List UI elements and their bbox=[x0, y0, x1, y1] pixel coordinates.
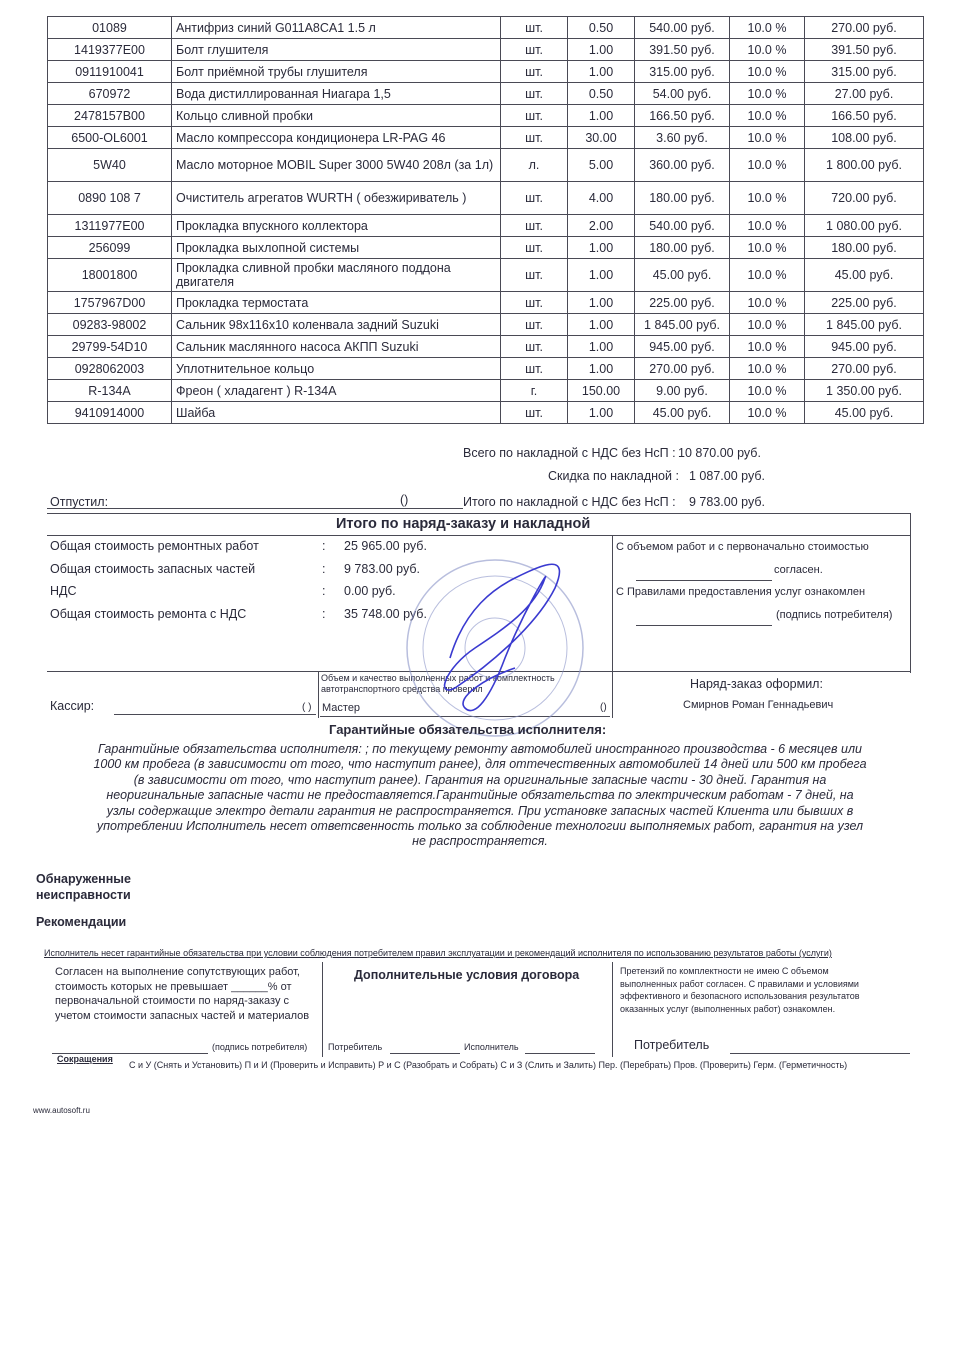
cell-name: Кольцо сливной пробки bbox=[172, 105, 501, 127]
invoice-discount-label: Скидка по накладной : bbox=[548, 469, 679, 483]
table-row bbox=[48, 292, 924, 314]
table-row bbox=[48, 402, 924, 424]
table-row bbox=[48, 149, 924, 182]
cell-price: 180.00 руб. bbox=[635, 182, 730, 215]
parts-table-body bbox=[48, 17, 924, 424]
cell-qty: 1.00 bbox=[568, 39, 635, 61]
cell-unit: шт. bbox=[501, 61, 568, 83]
consent-text bbox=[55, 965, 317, 1023]
summary-line-label: Общая стоимость ремонта с НДС bbox=[50, 607, 247, 621]
cell-unit: шт. bbox=[501, 127, 568, 149]
cell-unit: шт. bbox=[501, 215, 568, 237]
cell-sum: 45.00 руб. bbox=[805, 259, 924, 292]
cell-code: 9410914000 bbox=[48, 402, 172, 424]
agreement-consumer-label: Потребитель bbox=[328, 1042, 383, 1052]
additional-conditions-title: Дополнительные условия договора bbox=[354, 968, 580, 982]
cell-price: 540.00 руб. bbox=[635, 215, 730, 237]
cell-sum: 108.00 руб. bbox=[805, 127, 924, 149]
cell-code: 0890 108 7 bbox=[48, 182, 172, 215]
cell-name: Прокладка выхлопной системы bbox=[172, 237, 501, 259]
agreement-executor-label: Исполнитель bbox=[464, 1042, 519, 1052]
master-paren: () bbox=[600, 702, 607, 713]
cell-name: Фреон ( хладагент ) R-134A bbox=[172, 380, 501, 402]
agreement-divider-right bbox=[612, 962, 613, 1057]
cell-sum: 27.00 руб. bbox=[805, 83, 924, 105]
claims-line: оказанных услуг (выполненных работ) ознакомлен. bbox=[620, 1003, 836, 1014]
cashier-label: Кассир: bbox=[50, 699, 95, 713]
summary-title-border bbox=[47, 535, 910, 536]
summary-line-colon: : bbox=[322, 539, 326, 553]
summary-line-label: НДС bbox=[50, 584, 77, 598]
released-signature-line bbox=[47, 508, 463, 509]
abbreviations-text: С и У (Снять и Установить) П и И (Проверить и Исправить) Р и С (Разобрать и Собрать) С и З (Слить и Залить) Пер. (Перебрать) Пров. (Проверить) Герм. (Герметичность) bbox=[129, 1060, 848, 1070]
summary-divider bbox=[612, 535, 613, 718]
cell-code: 670972 bbox=[48, 83, 172, 105]
cell-discount: 10.0 % bbox=[730, 182, 805, 215]
cell-name: Шайба bbox=[172, 402, 501, 424]
cell-name: Очиститель агрегатов WURTH ( обезжириватель ) bbox=[172, 182, 501, 215]
cell-price: 180.00 руб. bbox=[635, 237, 730, 259]
invoice-final-label: Итого по накладной с НДС без НсП : bbox=[463, 495, 676, 509]
cell-discount: 10.0 % bbox=[730, 61, 805, 83]
cell-code: 29799-54D10 bbox=[48, 336, 172, 358]
cell-unit: шт. bbox=[501, 292, 568, 314]
cell-qty: 0.50 bbox=[568, 83, 635, 105]
quality-check-text: Объем и качество выполненных работ и комплектность автотранспортного средства проверил bbox=[321, 673, 555, 694]
cell-price: 270.00 руб. bbox=[635, 358, 730, 380]
cell-discount: 10.0 % bbox=[730, 83, 805, 105]
issued-by-name: Смирнов Роман Геннадьевич bbox=[683, 699, 834, 711]
warranty-line: (в зависимости от того, что наступит ранее). Гарантия на оригинальные запасные части - 30 дней. Гарантия на bbox=[133, 772, 827, 787]
summary-line-colon: : bbox=[322, 584, 326, 598]
rules-signature-line bbox=[636, 625, 772, 626]
warranty-text bbox=[60, 742, 900, 850]
table-row bbox=[48, 105, 924, 127]
cell-price: 166.50 руб. bbox=[635, 105, 730, 127]
stamp-inner-circle bbox=[423, 576, 567, 720]
cell-qty: 1.00 bbox=[568, 259, 635, 292]
claims-line: выполненных работ согласен. С правилами и условиями bbox=[620, 978, 859, 989]
cell-price: 225.00 руб. bbox=[635, 292, 730, 314]
cell-discount: 10.0 % bbox=[730, 402, 805, 424]
cell-discount: 10.0 % bbox=[730, 215, 805, 237]
cashier-signature-line bbox=[114, 714, 316, 715]
consent-line: стоимость которых не превышает ______% от bbox=[55, 980, 292, 993]
cell-unit: шт. bbox=[501, 336, 568, 358]
cell-sum: 180.00 руб. bbox=[805, 237, 924, 259]
cell-code: 1757967D00 bbox=[48, 292, 172, 314]
cell-name: Прокладка сливной пробки масляного поддона двигателя bbox=[172, 259, 501, 292]
cell-unit: шт. bbox=[501, 17, 568, 39]
cell-qty: 1.00 bbox=[568, 358, 635, 380]
cashier-paren: ( ) bbox=[302, 702, 312, 713]
cell-discount: 10.0 % bbox=[730, 17, 805, 39]
cell-name: Уплотнительное кольцо bbox=[172, 358, 501, 380]
footer-website: www.autosoft.ru bbox=[33, 1106, 90, 1115]
cell-qty: 4.00 bbox=[568, 182, 635, 215]
cell-qty: 1.00 bbox=[568, 314, 635, 336]
cell-sum: 270.00 руб. bbox=[805, 358, 924, 380]
handwritten-signature bbox=[445, 564, 560, 710]
cell-price: 540.00 руб. bbox=[635, 17, 730, 39]
cell-discount: 10.0 % bbox=[730, 105, 805, 127]
warranty-title: Гарантийные обязательства исполнителя: bbox=[329, 722, 607, 737]
cell-name: Сальник 98х116х10 коленвала задний Suzuki bbox=[172, 314, 501, 336]
cell-qty: 0.50 bbox=[568, 17, 635, 39]
cell-discount: 10.0 % bbox=[730, 127, 805, 149]
recommendations-label: Рекомендации bbox=[36, 915, 127, 929]
cell-sum: 720.00 руб. bbox=[805, 182, 924, 215]
cell-unit: шт. bbox=[501, 182, 568, 215]
rules-text: С Правилами предоставления услуг ознакомлен bbox=[616, 586, 866, 598]
cell-qty: 1.00 bbox=[568, 237, 635, 259]
table-row bbox=[48, 83, 924, 105]
cell-qty: 5.00 bbox=[568, 149, 635, 182]
stamp-outer-circle bbox=[407, 560, 583, 736]
cell-sum: 1 080.00 руб. bbox=[805, 215, 924, 237]
cell-price: 391.50 руб. bbox=[635, 39, 730, 61]
summary-line-label: Общая стоимость запасных частей bbox=[50, 562, 256, 576]
cell-discount: 10.0 % bbox=[730, 39, 805, 61]
cell-price: 45.00 руб. bbox=[635, 259, 730, 292]
cell-name: Болт приёмной трубы глушителя bbox=[172, 61, 501, 83]
cell-code: 0928062003 bbox=[48, 358, 172, 380]
cell-unit: шт. bbox=[501, 358, 568, 380]
cell-code: 18001800 bbox=[48, 259, 172, 292]
cell-sum: 225.00 руб. bbox=[805, 292, 924, 314]
cell-sum: 270.00 руб. bbox=[805, 17, 924, 39]
invoice-total-label: Всего по накладной с НДС без НсП : bbox=[463, 446, 676, 460]
warranty-line: неоригинальные запасные части не предоставляется.Гарантийные обязательства по электрическим работам - 7 дней, на bbox=[106, 788, 854, 803]
cell-price: 3.60 руб. bbox=[635, 127, 730, 149]
agreed-text: согласен. bbox=[774, 564, 823, 576]
warranty-line: узлы содержащие электро детали гарантия не распространяется. При установке запасных частей Клиента или бывших в bbox=[106, 803, 854, 818]
table-row bbox=[48, 336, 924, 358]
cell-code: 01089 bbox=[48, 17, 172, 39]
cell-unit: шт. bbox=[501, 237, 568, 259]
agreement-divider-left bbox=[322, 962, 323, 1057]
issued-by-label: Наряд-заказ оформил: bbox=[690, 677, 823, 691]
summary-line-colon: : bbox=[322, 562, 326, 576]
cell-discount: 10.0 % bbox=[730, 336, 805, 358]
cell-name: Масло компрессора кондиционера LR-PAG 46 bbox=[172, 127, 501, 149]
table-row bbox=[48, 61, 924, 83]
cell-unit: л. bbox=[501, 149, 568, 182]
table-row bbox=[48, 237, 924, 259]
cashier-divider bbox=[318, 671, 319, 718]
claims-text bbox=[620, 965, 909, 1015]
cell-name: Прокладка термостата bbox=[172, 292, 501, 314]
cell-name: Сальник маслянного насоса АКПП Suzuki bbox=[172, 336, 501, 358]
cell-name: Вода дистиллированная Ниагара 1,5 bbox=[172, 83, 501, 105]
summary-line-colon: : bbox=[322, 607, 326, 621]
cell-qty: 1.00 bbox=[568, 336, 635, 358]
cell-unit: шт. bbox=[501, 39, 568, 61]
summary-line-value: 25 965.00 руб. bbox=[344, 539, 427, 553]
summary-line-value: 9 783.00 руб. bbox=[344, 562, 420, 576]
table-row bbox=[48, 182, 924, 215]
cell-code: R-134A bbox=[48, 380, 172, 402]
summary-line-value: 0.00 руб. bbox=[344, 584, 396, 598]
claims-line: Претензий по комплектности не имею С объемом bbox=[620, 966, 829, 976]
cell-sum: 945.00 руб. bbox=[805, 336, 924, 358]
cell-code: 09283-98002 bbox=[48, 314, 172, 336]
cell-price: 360.00 руб. bbox=[635, 149, 730, 182]
table-row bbox=[48, 215, 924, 237]
table-row bbox=[48, 380, 924, 402]
agreement-consumer-line bbox=[390, 1053, 460, 1054]
cell-discount: 10.0 % bbox=[730, 292, 805, 314]
agreement-executor-line bbox=[525, 1053, 595, 1054]
cell-code: 256099 bbox=[48, 237, 172, 259]
consumer-signature-caption: (подпись потребителя) bbox=[776, 609, 893, 621]
table-row bbox=[48, 358, 924, 380]
cell-unit: шт. bbox=[501, 83, 568, 105]
table-row bbox=[48, 259, 924, 292]
cell-name: Болт глушителя bbox=[172, 39, 501, 61]
cell-sum: 391.50 руб. bbox=[805, 39, 924, 61]
warranty-conditions-notice: Исполнитель несет гарантийные обязательства при условии соблюдения потребителем правил эксплуатации и рекомендаций исполнителя по использованию результатов работы (услуги) bbox=[44, 948, 832, 958]
cell-qty: 1.00 bbox=[568, 105, 635, 127]
summary-title: Итого по наряд-заказу и накладной bbox=[336, 516, 591, 532]
cell-sum: 1 350.00 руб. bbox=[805, 380, 924, 402]
agree-text: С объемом работ и с первоначально стоимостью bbox=[616, 541, 869, 553]
cell-unit: шт. bbox=[501, 105, 568, 127]
cell-name: Прокладка впускного коллектора bbox=[172, 215, 501, 237]
agree-signature-line bbox=[636, 580, 772, 581]
consent-line: первоначальной стоимости по наряд-заказу с bbox=[55, 995, 290, 1007]
summary-line-label: Общая стоимость ремонтных работ bbox=[50, 539, 259, 553]
summary-right-border bbox=[910, 513, 911, 673]
cell-discount: 10.0 % bbox=[730, 358, 805, 380]
cell-sum: 45.00 руб. bbox=[805, 402, 924, 424]
table-row bbox=[48, 314, 924, 336]
cell-qty: 2.00 bbox=[568, 215, 635, 237]
final-consumer-label: Потребитель bbox=[634, 1038, 710, 1052]
warranty-line: Гарантийные обязательства исполнителя: ; по текущему ремонту автомобилей иностранного производства - 6 месяцев или bbox=[98, 742, 862, 756]
cell-name: Масло моторное MOBIL Super 3000 5W40 208л (за 1л) bbox=[172, 149, 501, 182]
cell-price: 54.00 руб. bbox=[635, 83, 730, 105]
cell-code: 0911910041 bbox=[48, 61, 172, 83]
faults-label-line2: неисправности bbox=[36, 888, 131, 902]
cell-unit: шт. bbox=[501, 259, 568, 292]
cell-price: 945.00 руб. bbox=[635, 336, 730, 358]
cell-price: 315.00 руб. bbox=[635, 61, 730, 83]
invoice-total-value: 10 870.00 руб. bbox=[678, 446, 761, 460]
consent-line: Согласен на выполнение сопутствующих работ, bbox=[55, 966, 300, 978]
cell-sum: 1 800.00 руб. bbox=[805, 149, 924, 182]
claims-line: эффективного и безопасного использования результатов bbox=[620, 991, 860, 1001]
cell-code: 1419377E00 bbox=[48, 39, 172, 61]
cell-price: 1 845.00 руб. bbox=[635, 314, 730, 336]
cell-qty: 1.00 bbox=[568, 61, 635, 83]
summary-line-value: 35 748.00 руб. bbox=[344, 607, 427, 621]
cell-unit: г. bbox=[501, 380, 568, 402]
cell-discount: 10.0 % bbox=[730, 237, 805, 259]
warranty-line: 1000 км пробега (в зависимости от того, что наступит ранее), для оттечественных автомобилей 14 дней или 500 км пробега bbox=[93, 757, 867, 772]
cell-qty: 1.00 bbox=[568, 292, 635, 314]
cell-sum: 1 845.00 руб. bbox=[805, 314, 924, 336]
cell-discount: 10.0 % bbox=[730, 314, 805, 336]
cell-unit: шт. bbox=[501, 314, 568, 336]
cell-price: 9.00 руб. bbox=[635, 380, 730, 402]
table-row bbox=[48, 39, 924, 61]
cell-qty: 150.00 bbox=[568, 380, 635, 402]
cell-price: 45.00 руб. bbox=[635, 402, 730, 424]
invoice-final-value: 9 783.00 руб. bbox=[689, 495, 765, 509]
warranty-line: не распространяется. bbox=[412, 834, 548, 849]
invoice-discount-value: 1 087.00 руб. bbox=[689, 469, 765, 483]
cell-code: 1311977E00 bbox=[48, 215, 172, 237]
table-row bbox=[48, 17, 924, 39]
summary-top-border bbox=[47, 513, 910, 514]
cell-unit: шт. bbox=[501, 402, 568, 424]
cell-code: 5W40 bbox=[48, 149, 172, 182]
parts-table bbox=[47, 16, 924, 424]
cell-sum: 315.00 руб. bbox=[805, 61, 924, 83]
cell-qty: 30.00 bbox=[568, 127, 635, 149]
consent-line: учетом стоимости запасных частей и материалов bbox=[55, 1009, 310, 1022]
warranty-line: употреблении Исполнитель несет ответсвенность только за соблюдение технологии выполняемых работ, гарантия на узел bbox=[96, 819, 864, 834]
table-row bbox=[48, 127, 924, 149]
released-label: Отпустил: bbox=[50, 495, 109, 509]
cell-code: 2478157B00 bbox=[48, 105, 172, 127]
consent-signature-caption: (подпись потребителя) bbox=[212, 1042, 308, 1052]
cell-discount: 10.0 % bbox=[730, 149, 805, 182]
master-label: Мастер bbox=[322, 702, 361, 714]
cell-qty: 1.00 bbox=[568, 402, 635, 424]
released-paren: () bbox=[400, 493, 409, 507]
abbreviations-label: Сокращения bbox=[57, 1054, 113, 1064]
faults-label-line1: Обнаруженные bbox=[36, 872, 131, 886]
cell-code: 6500-OL6001 bbox=[48, 127, 172, 149]
cell-discount: 10.0 % bbox=[730, 380, 805, 402]
cell-sum: 166.50 руб. bbox=[805, 105, 924, 127]
final-consumer-signature-line bbox=[730, 1053, 910, 1054]
cell-name: Антифриз синий G011A8CA1 1.5 л bbox=[172, 17, 501, 39]
cell-discount: 10.0 % bbox=[730, 259, 805, 292]
